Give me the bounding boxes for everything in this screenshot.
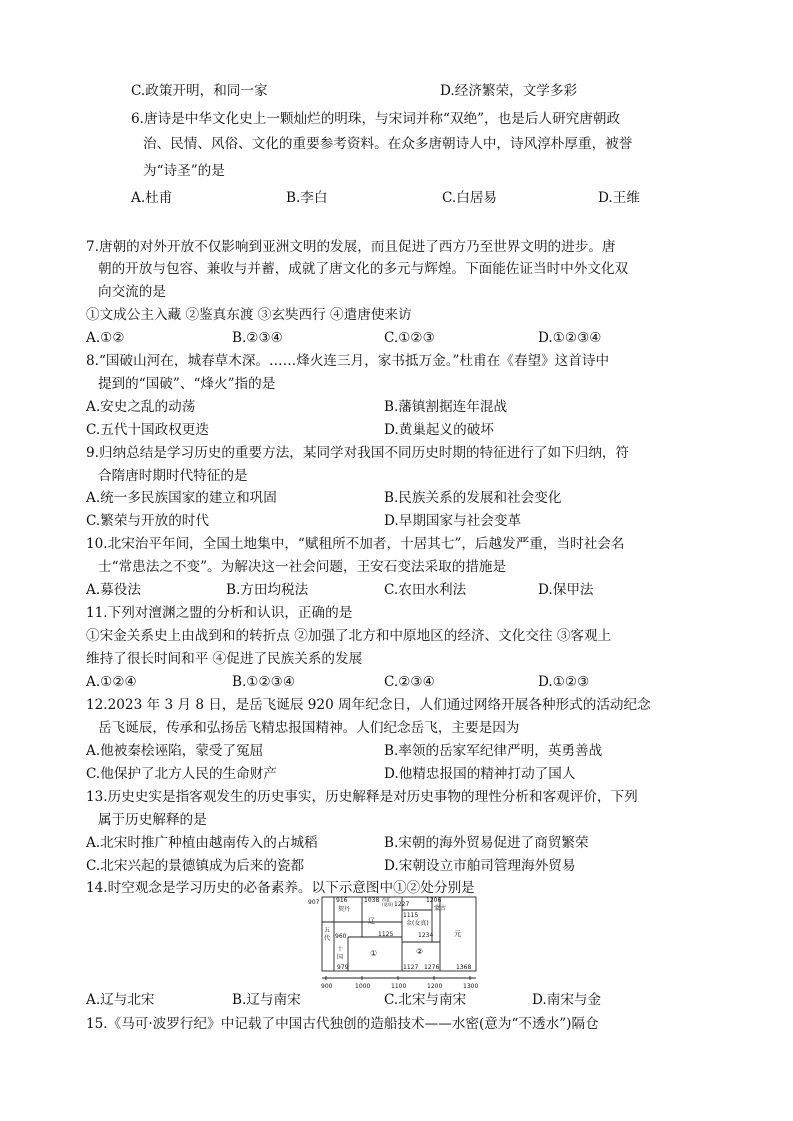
q14-option-c[interactable]: C.北宋与南宋 [384,992,467,1008]
diagram-label: 1125 [378,931,394,938]
axis-label: 1100 [391,983,407,990]
q6-option-b[interactable]: B.李白 [286,190,328,206]
diagram-label: ① [370,949,378,958]
q14-stem-line1: 14.时空观念是学习历史的必备素养。以下示意图中①②处分别是 [86,880,475,896]
diagram-label: (党项) [382,902,394,907]
q7-stem-line2: 朝的开放与包容、兼收与并蓄，成就了唐文化的多元与辉煌。下面能佐证当时中外文化双 [98,261,629,277]
q11-option-b[interactable]: B.①②③④ [232,674,296,690]
q15-stem-line1: 15.《马可·波罗行纪》中记载了中国古代独创的造船技术——水密(意为“不透水”)隔仓 [86,1016,599,1032]
diagram-label: 五 [324,927,331,934]
q13-option-b[interactable]: B.宋朝的海外贸易促进了商贸繁荣 [384,835,589,851]
q13-stem-line1: 13.历史史实是指客观发生的历史事实，历史解释是对历史事物的理性分析和客观评价，下列 [86,789,638,805]
q9-option-b[interactable]: B.民族关系的发展和社会变化 [384,490,562,506]
diagram-label: 契丹 [338,906,351,913]
axis-label: 1000 [355,983,371,990]
diagram-label: 1276 [424,964,440,971]
q12-stem-line1: 12.2023 年 3 月 8 日，是岳飞诞辰 920 周年纪念日，人们通过网络开展各种形式的活动纪念 [86,697,651,713]
diagram-label: 916 [336,897,348,904]
diagram-label: 960 [335,933,347,940]
diagram-label: 1368 [456,964,472,971]
q9-option-c[interactable]: C.繁荣与开放的时代 [86,513,209,529]
q13-stem-line2: 属于历史解释的是 [98,812,207,828]
q6-stem-line1: 6.唐诗是中华文化史上一颗灿烂的明珠，与宋词并称“双绝”，也是后人研究唐朝政 [131,111,621,127]
q9-option-a[interactable]: A.统一多民族国家的建立和巩固 [86,490,277,506]
q10-stem-line2: 士“常患法之不变”。为解决这一社会问题，王安石变法采取的措施是 [98,559,507,575]
axis-label: 1300 [463,983,479,990]
q8-option-b[interactable]: B.藩镇割据连年混战 [384,399,508,415]
diagram-label: 1234 [418,932,434,939]
q10-stem-line1: 10.北宋治平年间，全国土地集中，“赋租所不加者，十居其七”，后越发严重，当时社会名 [86,536,625,552]
q9-option-d[interactable]: D.早期国家与社会变革 [384,513,522,529]
diagram-label: 1038 [364,897,380,904]
q6-option-c[interactable]: C.白居易 [442,190,498,206]
timeline-diagram [308,892,480,992]
q12-option-a[interactable]: A.他被秦桧诬陷，蒙受了冤屈 [86,743,264,759]
q14-option-a[interactable]: A.辽与北宋 [86,992,155,1008]
q11-stem-line3: 维持了很长时间和平 ④促进了民族关系的发展 [86,651,363,667]
axis-label: 1200 [427,983,443,990]
q9-stem-line2: 合隋唐时期时代特征的是 [98,468,248,484]
q12-option-d[interactable]: D.他精忠报国的精神打动了国人 [384,766,576,782]
diagram-label: 元 [454,930,461,938]
q10-option-c[interactable]: C.农田水利法 [384,582,467,598]
q5-option-d[interactable]: D.经济繁荣，文学多彩 [440,83,578,99]
q7-items: ①文成公主入藏 ②鉴真东渡 ③玄奘西行 ④遣唐使来访 [86,307,412,323]
diagram-label: 1206 [426,897,442,904]
diagram-label: 蒙古 [434,905,447,912]
q6-option-a[interactable]: A.杜甫 [131,190,173,206]
q6-option-d[interactable]: D.王维 [598,190,640,206]
q7-option-c[interactable]: C.①②③ [384,330,435,346]
q9-stem-line1: 9.归纳总结是学习历史的重要方法，某同学对我国不同历史时期的特征进行了如下归纳，符 [86,445,630,461]
diagram-label: 十 [337,946,344,953]
diagram-label: 国 [337,954,344,961]
q10-option-b[interactable]: B.方田均税法 [226,582,309,598]
diagram-label: 1115 [403,912,419,919]
q11-option-a[interactable]: A.①②④ [86,674,137,690]
axis-label: 900 [321,983,333,990]
q12-stem-line2: 岳飞诞辰，传承和弘扬岳飞精忠报国精神。人们纪念岳飞，主要是因为 [98,720,520,736]
q13-option-c[interactable]: C.北宋兴起的景德镇成为后来的瓷都 [86,858,305,874]
q6-stem-line2: 治、民情、风俗、文化的重要参考资料。在众多唐朝诗人中，诗风淳朴厚重，被誉 [143,136,633,152]
q6-stem-line3: 为“诗圣”的是 [143,163,225,179]
diagram-label: 代 [324,935,331,942]
q5-option-c[interactable]: C.政策开明，和同一家 [131,83,268,99]
q12-option-b[interactable]: B.率领的岳家军纪律严明，英勇善战 [384,743,603,759]
q10-option-a[interactable]: A.募役法 [86,582,141,598]
q8-stem-line2: 提到的“国破”、“烽火”指的是 [98,376,276,392]
q8-option-c[interactable]: C.五代十国政权更迭 [86,422,209,438]
q8-option-d[interactable]: D.黄巢起义的破坏 [384,422,494,438]
q13-option-d[interactable]: D.宋朝设立市舶司管理海外贸易 [384,858,576,874]
q11-stem-line1: 11.下列对澶渊之盟的分析和认识，正确的是 [86,605,353,621]
q8-option-a[interactable]: A.安史之乱的动荡 [86,399,196,415]
q7-stem-line3: 向交流的是 [98,284,166,300]
diagram-label: 金(女真) [406,920,429,927]
q10-option-d[interactable]: D.保甲法 [538,582,594,598]
q12-option-c[interactable]: C.他保护了北方人民的生命财产 [86,766,277,782]
diagram-label: 西夏 [382,897,390,902]
q8-stem-line1: 8.“国破山河在，城春草木深。……烽火连三月，家书抵万金。”杜甫在《春望》这首诗中 [86,353,610,369]
q11-option-d[interactable]: D.①②③ [538,674,590,690]
q11-stem-line2: ①宋金关系史上由战到和的转折点 ②加强了北方和中原地区的经济、文化交往 ③客观上 [86,628,612,644]
diagram-label: 1227 [394,901,410,908]
q7-stem-line1: 7.唐朝的对外开放不仅影响到亚洲文明的发展，而且促进了西方乃至世界文明的进步。唐 [86,239,616,255]
q14-option-d[interactable]: D.南宋与金 [532,992,602,1008]
q7-option-a[interactable]: A.①② [86,330,125,346]
diagram-label: 辽 [368,917,375,925]
q11-option-c[interactable]: C.②③④ [384,674,435,690]
q13-option-a[interactable]: A.北宋时推广种植由越南传入的占城稻 [86,835,318,851]
q7-option-d[interactable]: D.①②③④ [538,330,602,346]
diagram-label: 1127 [403,964,419,971]
diagram-label: 907 [308,899,320,906]
diagram-label: 979 [337,964,349,971]
q14-option-b[interactable]: B.辽与南宋 [232,992,301,1008]
diagram-label: ② [416,947,424,956]
q7-option-b[interactable]: B.②③④ [232,330,283,346]
